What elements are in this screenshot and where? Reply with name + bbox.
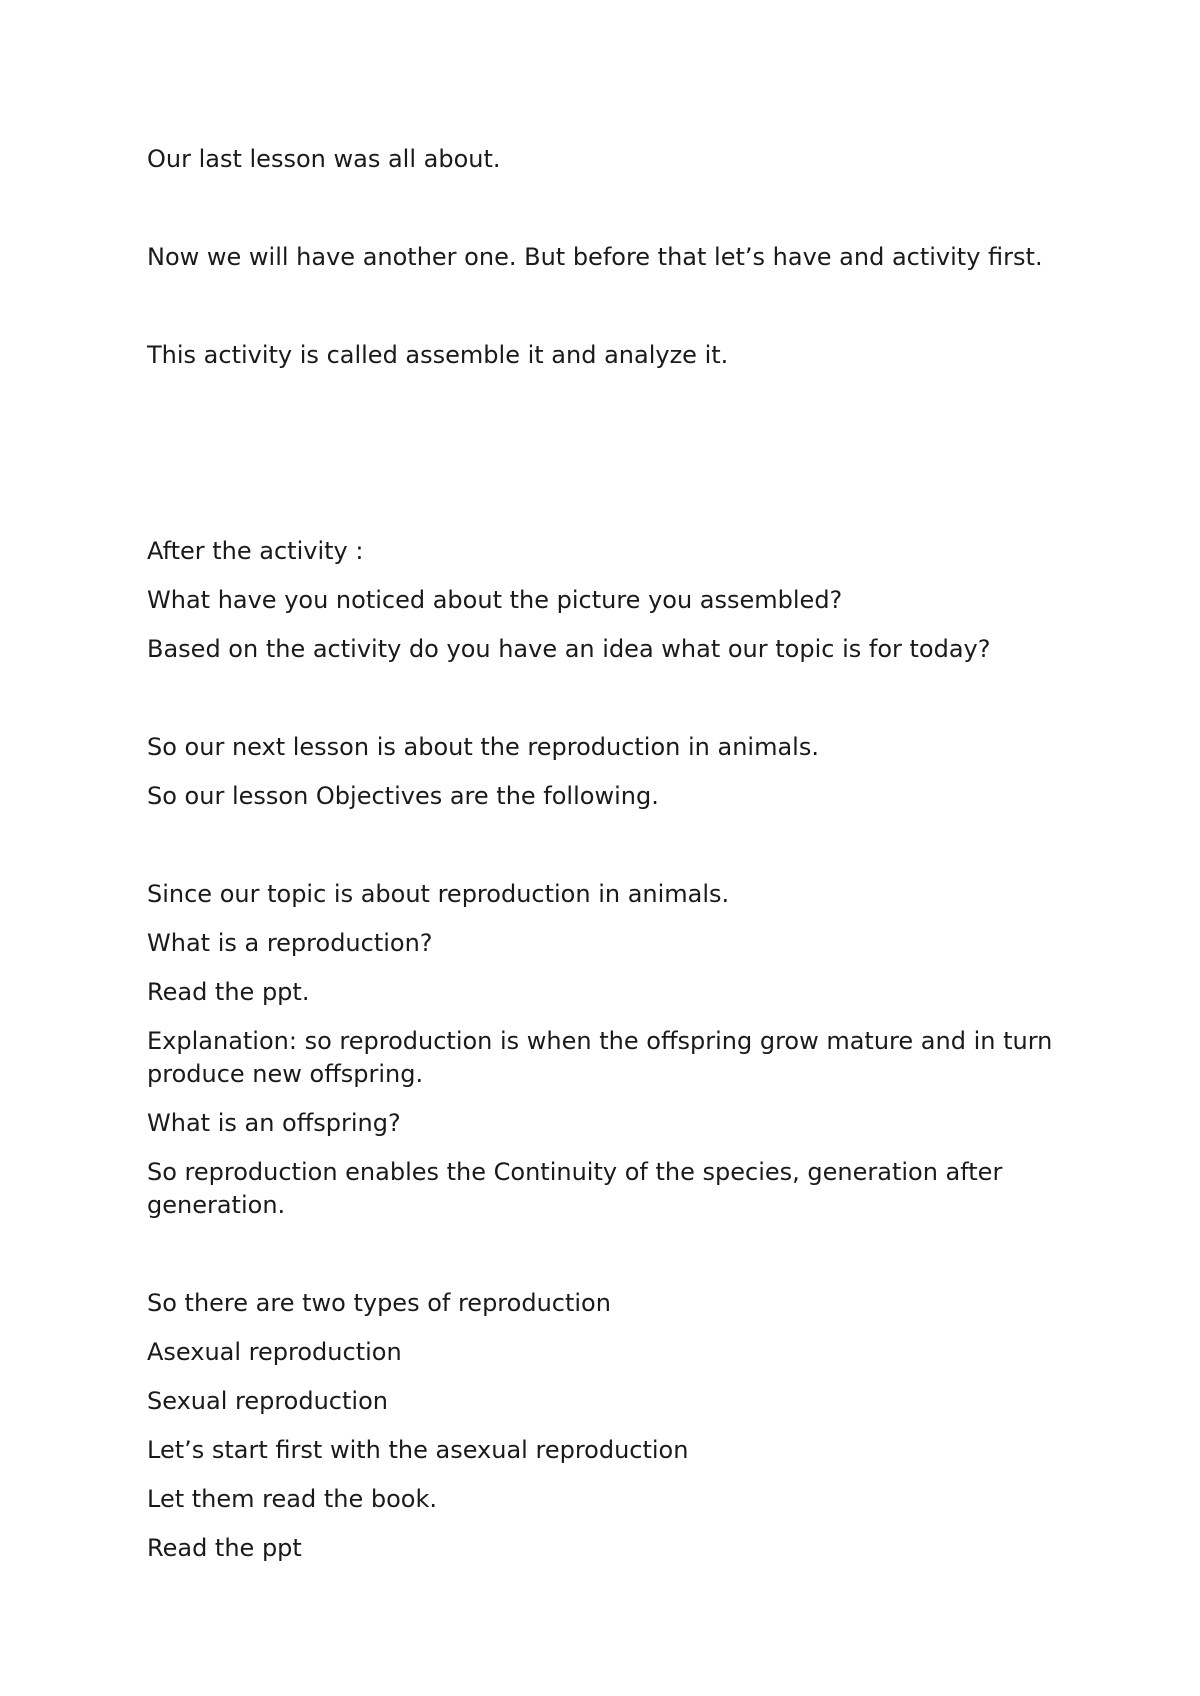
text-line-two-types: So there are two types of reproduction	[147, 1289, 611, 1317]
text-line-reproduction-question: What is a reproduction?	[147, 929, 433, 957]
text-line-topic-question: Based on the activity do you have an idea what our topic is for today?	[147, 635, 991, 663]
text-line-read-book: Let them read the book.	[147, 1485, 437, 1513]
text-line-offspring-question: What is an offspring?	[147, 1109, 401, 1137]
text-line-read-ppt: Read the ppt.	[147, 978, 310, 1006]
text-line-activity-name: This activity is called assemble it and analyze it.	[147, 341, 729, 369]
text-line-another-lesson: Now we will have another one. But before that let’s have and activity first.	[147, 243, 1043, 271]
text-line-noticed-question: What have you noticed about the picture you assembled?	[147, 586, 843, 614]
text-line-read-ppt-final: Read the ppt	[147, 1534, 302, 1562]
text-line-sexual: Sexual reproduction	[147, 1387, 388, 1415]
text-line-start-asexual: Let’s start first with the asexual reproduction	[147, 1436, 689, 1464]
text-line-explanation: Explanation: so reproduction is when the offspring grow mature and in turn produce new offspring.	[147, 1027, 1060, 1088]
text-line-next-lesson: So our next lesson is about the reproduction in animals.	[147, 733, 819, 761]
text-line-topic-statement: Since our topic is about reproduction in animals.	[147, 880, 730, 908]
text-line-asexual: Asexual reproduction	[147, 1338, 402, 1366]
text-line-after-activity: After the activity :	[147, 537, 364, 565]
text-line-continuity: So reproduction enables the Continuity of the species, generation after generation.	[147, 1158, 1010, 1219]
text-line-objectives: So our lesson Objectives are the following.	[147, 782, 659, 810]
text-line-last-lesson: Our last lesson was all about.	[147, 145, 501, 173]
